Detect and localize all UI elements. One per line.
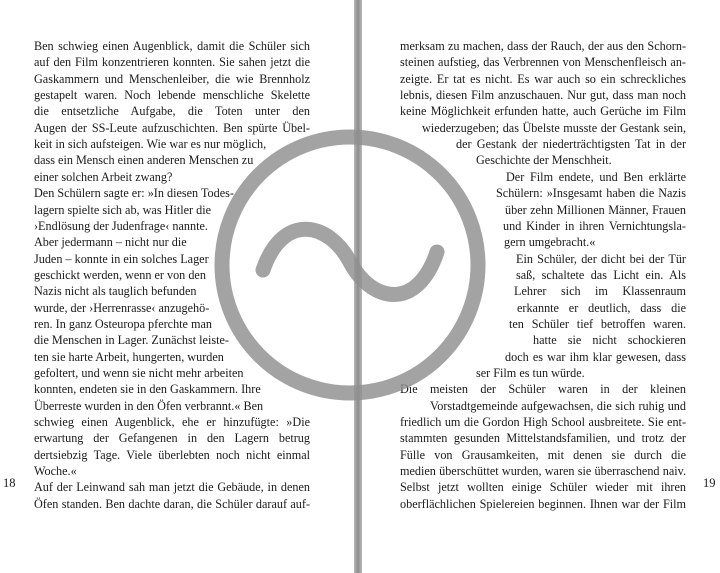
page-number-right: 19 <box>703 476 716 490</box>
left-page-text-line: dertsiebzig Tage. Viele überlebten noch nicht einmal <box>34 447 310 462</box>
left-page-text-line: Überreste wurden in den Öfen verbrannt.« Ben <box>34 398 264 413</box>
left-page-text-line: schwieg einen Augenblick, ehe er hinzufügte: »Die <box>34 415 310 430</box>
left-page-text-line: einer solchen Arbeit zwang? <box>34 169 173 184</box>
left-page-text-line: die entsetzliche Aufgabe, die Toten unter den <box>34 104 310 119</box>
right-page-text-line: Die meisten der Schüler waren in der kleinen <box>400 382 686 397</box>
left-page-text-line: gefoltert, und wenn sie nicht mehr arbeiten <box>34 366 244 380</box>
right-page-text-line: steinen aufstieg, das Verbrennen von Menschenfleisch an- <box>400 55 686 70</box>
right-page-text-line: erkannte er deutlich, dass die <box>517 300 686 315</box>
left-page-text-line: gestapelt waren. Noch lebende menschliche Skelette <box>34 88 310 103</box>
left-page-text-line: Ben schwieg einen Augenblick, damit die Schüler sich <box>34 39 310 53</box>
left-page-text-line: Den Schülern sagte er: »In diesen Todes- <box>34 186 234 201</box>
left-page-text-line: die Menschen in Lager. Zunächst leiste- <box>34 333 229 348</box>
right-page-text-line: doch es war ihm klar gewesen, dass <box>505 349 686 364</box>
right-page-text-line: medien überschüttet wurden, waren sie überraschend naiv. <box>400 464 686 479</box>
left-page-text-line: geschickt werden, wenn er von den <box>34 267 206 282</box>
left-page-text-line: Auf der Leinwand sah man jetzt die Gebäude, in denen <box>34 480 310 495</box>
right-page-text-line: ser Film es tun würde. <box>476 366 585 380</box>
right-page-text-line: Der Film endete, und Ben erklärte <box>506 169 686 184</box>
left-page-text-line: Gaskammern und Menschenleiber, die wie Brennholz <box>34 71 310 86</box>
right-page-text-line: Vorstadtgemeinde aufgewachsen, die sich ruhig und <box>430 398 686 413</box>
left-page-text-line: ren. In ganz Osteuropa pferchte man <box>34 316 212 331</box>
left-page-text-line: lagern spielte sich ab, was Hitler die <box>34 202 211 217</box>
left-page-text-line: Juden – konnte in ein solches Lager <box>34 251 209 266</box>
right-page-text-line: gern umgebracht.« <box>504 235 596 250</box>
tilde-circle-logo-icon <box>205 120 495 410</box>
page-number-left: 18 <box>3 476 16 490</box>
left-page-text-line: Woche.« <box>34 464 77 479</box>
left-page-text-line: Nazis nicht als tauglich befunden <box>34 284 197 299</box>
left-page-text-line: erwartung der Gefangenen in den Lagern betrug <box>34 431 310 446</box>
right-page-text-line: stammten gesunden Mittelstandsfamilien, und trotz der <box>400 431 686 446</box>
right-page-text-line: ten Schüler tief betroffen waren. <box>509 316 686 331</box>
right-page-text-line: Schülern: »Insgesamt haben die Nazis <box>496 186 686 201</box>
right-page-text-line: Selbst jetzt wollten einige Schüler wieder mit ihren <box>400 480 686 495</box>
right-page-text-line: Lehrer sich im Klassenraum <box>514 284 686 299</box>
right-page-text-line: über zehn Millionen Männer, Frauen <box>505 202 686 217</box>
left-page-text-line: ten sie harte Arbeit, hungerten, wurden <box>34 349 224 364</box>
right-page-text-line: zeigte. Er tat es nicht. Es war auch so ein schreckliches <box>400 71 686 86</box>
right-page-text-line: merksam zu machen, dass der Rauch, der aus den Schorn- <box>400 39 686 53</box>
right-page-text-line: friedlich um die Gordon High School ausbreitete. Sie ent- <box>400 415 686 430</box>
right-page-text-line: saß, schaltete das Licht ein. Als <box>516 267 686 282</box>
right-page-text-line: Geschichte der Menschheit. <box>476 153 612 168</box>
left-page-text-line: konnten, endeten sie in den Gaskammern. Ihre <box>34 382 261 397</box>
right-page-text-line: hatte sie nicht schockieren <box>533 333 686 348</box>
left-page-text-line: auf den Film konzentrieren konnten. Sie sahen jetzt die <box>34 55 310 70</box>
left-page-text-line: dass ein Mensch einen anderen Menschen zu <box>34 153 254 168</box>
right-page-text-line: keine Möglichkeit erfunden hatte, auch Gerüche im Film <box>400 104 686 119</box>
right-page-text-line: wiederzugeben; das Übelste musste der Gestank sein, <box>422 120 686 135</box>
left-page-text-line: Augen der SS-Leute aufzuschichten. Ben spürte Übel- <box>34 120 310 135</box>
right-page-text-line: Fülle von Grausamkeiten, mit denen sie durch die <box>400 447 686 462</box>
right-page-text-line: und Kinder in ihren Vernichtungsla- <box>503 218 686 233</box>
right-page-text-line: Ein Schüler, der dicht bei der Tür <box>516 251 686 266</box>
left-page-text-line: keit in sich aufsteigen. Wie war es nur möglich, <box>34 137 267 152</box>
left-page-text-line: Aber jedermann – nicht nur die <box>34 235 187 250</box>
left-page-text-line: wurde, der ›Herrenrasse‹ anzugehö- <box>34 300 210 315</box>
right-page-text-line: lebnis, diesen Film anzuschauen. Nur gut, dass man noch <box>400 88 686 103</box>
right-page-text-line: der Gestank der niederträchtigsten Tat in der <box>456 137 686 152</box>
left-page-text-line: ›Endlösung der Judenfrage‹ nannte. <box>34 218 208 233</box>
left-page-text-line: Öfen standen. Ben dachte daran, die Schüler darauf auf- <box>34 496 310 511</box>
right-page-text-line: oberflächlichen Spielereien beginnen. Ihnen war der Film <box>400 496 686 511</box>
